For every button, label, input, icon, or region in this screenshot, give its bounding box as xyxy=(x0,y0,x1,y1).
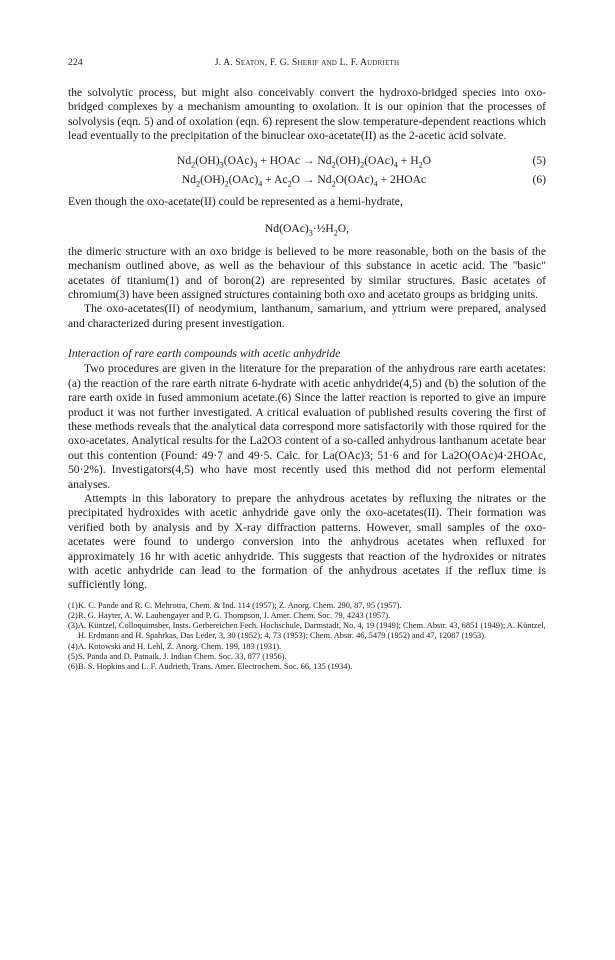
reference-item xyxy=(68,621,546,641)
reference-number: (1) xyxy=(68,600,78,610)
reference-text: R. G. Hayter, A. W. Laubengayer and P. G. Thompson, J. Amer. Chem. Soc. 79, 4243 (1957). xyxy=(78,610,391,620)
reference-item xyxy=(68,642,546,652)
reference-text: S. Panda and D. Patnaik, J. Indian Chem. Soc. 33, 877 (1956). xyxy=(78,651,287,661)
reference-text: A. Küntzel, Colloquimsber, Insts. Gerbereichen Fech. Hochschule, Darmstadt, No. 4, 19 (1949); Chem. Abstr. 43, 6851 (1949); A. Küntzel, H. Erdmann and H. Spahrkas, Das Leder, 3, 30 (1952); 4, 73 (1953); Chem. Abstr. 46, 5479 (1952) and 47, 12087 (1953). xyxy=(78,621,546,641)
section-heading: Interaction of rare earth compounds with acetic anhydride xyxy=(68,347,341,361)
reference-item xyxy=(68,662,546,672)
hemihydrate-formula: $Nd(OAc)_3\cdot\frac{1}{2}H_2O$, xyxy=(264,221,350,238)
reference-item xyxy=(68,601,546,611)
reference-number: (5) xyxy=(68,651,78,661)
reference-number: (4) xyxy=(68,641,78,651)
reference-text: K. C. Pande and R. C. Mehrotra, Chem. & Ind. 114 (1957); Z. Anorg. Chem. 290, 87, 95 (1957). xyxy=(78,600,402,610)
paragraph-oxo-acetates: The oxo-acetates(II) of neodymium, lanthanum, samarium, and yttrium were prepared, analysed and characterized during present investigation. xyxy=(68,302,546,330)
paragraph-procedures: Two procedures are given in the literature for the preparation of the anhydrous rare earth acetates: (a) the reaction of the rare earth nitrate 6-hydrate with acetic anhydride(4,5) and (b) the solution of the rare earth oxide in fused ammonium acetate.(6) Since the latter reaction is reported to give an impure product it was not further investigated. A critical evaluation of published results covering the first of these methods reveals that the analytical data correspond more satisfactorily with those rquired for the oxo-acetates. Analytical results for the La2O3 content of a so-called anhydrous lanthanum acetate bear out this contention (Found: 49·7 and 49·5. Calc. for La(OAc)3; 51·6 and for La2O(OAc)4·2HOAc, 50·2%). Investigators(4,5) who have most recently used this method did not perform elemental analyses. xyxy=(68,362,546,491)
reference-item xyxy=(68,652,546,662)
reference-item xyxy=(68,611,546,621)
footnote-references xyxy=(68,601,546,672)
page-number: 224 xyxy=(68,58,83,68)
paragraph-attempts: Attempts in this laboratory to prepare the anhydrous acetates by refluxing the nitrates or the precipitated hydroxides with acetic anhydride gave only the oxo-acetates(II). Their formation was verified both by analysis and by X-ray diffraction patterns. However, small samples of the oxo-acetates were found to undergo conversion into the anhydrous acetates when refluxed for approximately 16 hr with acetic anhydride. This suggests that reaction of the hydroxides or nitrates with acetic anhydride can lead to the formation of the anhydrous acetates if the reflux time is sufficiently long. xyxy=(68,491,546,592)
equation-5-number: (5) xyxy=(532,153,546,167)
reference-number: (2) xyxy=(68,610,78,620)
running-header xyxy=(68,58,546,72)
reference-number: (6) xyxy=(68,662,78,671)
equation-6-number: (6) xyxy=(532,173,546,187)
paragraph-dimeric-structure: the dimeric structure with an oxo bridge is believed to be more reasonable, both on the basis of the mechanism outlined above, as well as the behaviour of this substance in acetic acid. The "basic" acetates of titanium(1) and of boron(2) are represented by similar structures. Basic acetates of chromium(3) have been assigned structures containing both oxo and acetato groups as bridging units. xyxy=(68,244,546,302)
reference-text: B. S. Hopkins and L. F. Audrieth, Trans. Amer. Electrochem. Soc. 66, 135 (1934). xyxy=(78,662,353,671)
equation-6 xyxy=(68,173,546,187)
reference-text: A. Kotowski and H. Lehl, Z. Anorg. Chem. 199, 183 (1931). xyxy=(78,641,282,651)
paragraph-hemihydrate: Even though the oxo-acetate(II) could be represented as a hemi-hydrate, xyxy=(68,195,403,209)
paragraph-solvolytic: the solvolytic process, but might also conceivably convert the hydroxo-bridged species into oxo-bridged complexes by a mechanism amounting to oxolation. It is our opinion that the processes of solvolysis (eqn. 5) and of oxolation (eqn. 6) represent the slow temperature-dependent reactions which lead eventually to the precipitation of the binuclear oxo-acetate(II) as the 2-acetic acid solvate. xyxy=(68,86,546,143)
equation-5-body: $Nd_2(OH)_3(OAc)_3$ + HOAc → $Nd_2(OH)_2(OAc)_4 + H_2O$ xyxy=(176,153,432,169)
equation-5 xyxy=(68,154,546,168)
reference-number: (3) xyxy=(68,621,78,631)
equation-6-body: $Nd_2(OH)_2(OAc)_4 + Ac_2O \to Nd_2O(OAc)_4$ + 2HOAc xyxy=(181,173,427,189)
journal-page xyxy=(68,58,546,672)
running-title: J. A. Seaton, F. G. Sherif and L. F. Audrieth xyxy=(214,58,400,68)
